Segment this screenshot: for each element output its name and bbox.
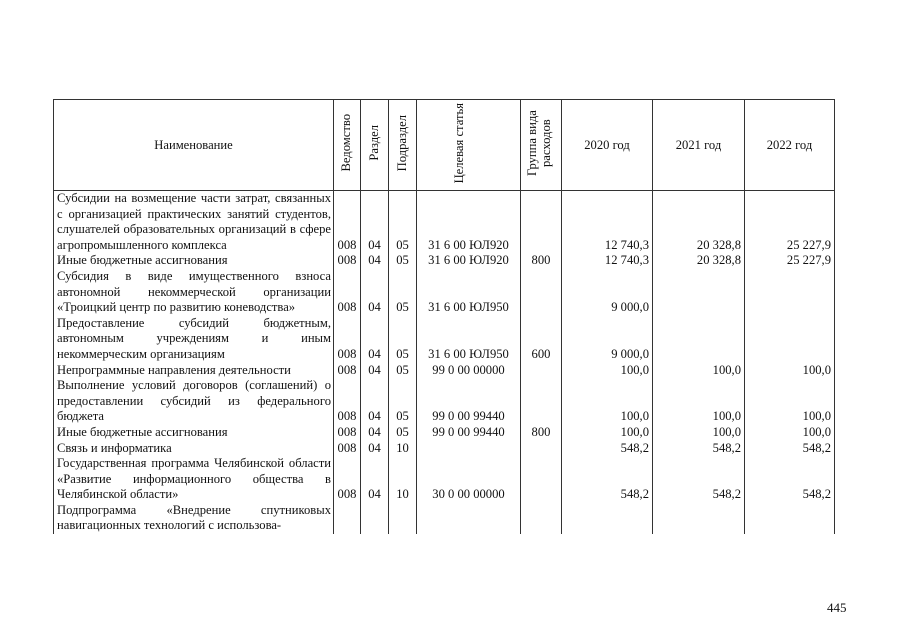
header-ministry: Ведомство xyxy=(334,100,361,191)
cell-target-article: 99 0 00 00000 xyxy=(417,363,521,379)
cell-ministry xyxy=(334,503,361,534)
cell-expense-group xyxy=(521,441,562,457)
header-2022: 2022 год xyxy=(745,100,835,191)
cell-name: Предоставление субсидий бюджетным, автономным учреждениям и иным некоммерческим организациям xyxy=(54,316,334,363)
cell-subsection: 05 xyxy=(389,378,417,425)
cell-subsection: 05 xyxy=(389,316,417,363)
cell-ministry: 008 xyxy=(334,269,361,316)
header-subsection: Подраздел xyxy=(389,100,417,191)
cell-target-article: 31 6 00 ЮЛ920 xyxy=(417,253,521,269)
cell-section xyxy=(361,503,389,534)
cell-2021: 100,0 xyxy=(653,425,745,441)
cell-2020: 12 740,3 xyxy=(562,253,653,269)
cell-2021 xyxy=(653,269,745,316)
cell-2022 xyxy=(745,503,835,534)
cell-ministry: 008 xyxy=(334,425,361,441)
cell-2021: 548,2 xyxy=(653,441,745,457)
cell-ministry: 008 xyxy=(334,253,361,269)
cell-expense-group xyxy=(521,378,562,425)
cell-2022 xyxy=(745,316,835,363)
cell-section: 04 xyxy=(361,378,389,425)
cell-ministry: 008 xyxy=(334,363,361,379)
cell-ministry: 008 xyxy=(334,441,361,457)
cell-2020: 100,0 xyxy=(562,378,653,425)
cell-2020 xyxy=(562,503,653,534)
cell-2022: 548,2 xyxy=(745,456,835,503)
cell-target-article xyxy=(417,503,521,534)
cell-2020: 9 000,0 xyxy=(562,316,653,363)
cell-ministry: 008 xyxy=(334,316,361,363)
cell-ministry: 008 xyxy=(334,191,361,254)
cell-name: Связь и информатика xyxy=(54,441,334,457)
cell-subsection: 05 xyxy=(389,425,417,441)
cell-target-article: 31 6 00 ЮЛ950 xyxy=(417,316,521,363)
cell-target-article: 99 0 00 99440 xyxy=(417,425,521,441)
header-target-article: Целевая статья xyxy=(417,100,521,191)
cell-subsection: 05 xyxy=(389,191,417,254)
table-row xyxy=(54,441,835,457)
cell-subsection xyxy=(389,503,417,534)
cell-expense-group: 600 xyxy=(521,316,562,363)
header-expense-group: Группа вида расходов xyxy=(521,100,562,191)
table-body xyxy=(54,191,835,535)
cell-2022: 100,0 xyxy=(745,363,835,379)
header-name: Наименование xyxy=(54,100,334,191)
cell-expense-group: 800 xyxy=(521,253,562,269)
cell-2022: 100,0 xyxy=(745,425,835,441)
cell-expense-group xyxy=(521,191,562,254)
cell-name: Непрограммные направления деятельности xyxy=(54,363,334,379)
cell-target-article: 99 0 00 99440 xyxy=(417,378,521,425)
header-section: Раздел xyxy=(361,100,389,191)
cell-2020: 100,0 xyxy=(562,363,653,379)
budget-table xyxy=(53,99,835,534)
header-row xyxy=(54,100,835,191)
cell-section: 04 xyxy=(361,441,389,457)
header-2020: 2020 год xyxy=(562,100,653,191)
cell-name: Иные бюджетные ассигнования xyxy=(54,425,334,441)
table-row xyxy=(54,269,835,316)
table-row xyxy=(54,503,835,534)
page-number: 445 xyxy=(827,600,847,615)
cell-ministry: 008 xyxy=(334,456,361,503)
cell-section: 04 xyxy=(361,425,389,441)
cell-2020: 12 740,3 xyxy=(562,191,653,254)
cell-section: 04 xyxy=(361,456,389,503)
cell-target-article: 30 0 00 00000 xyxy=(417,456,521,503)
cell-subsection: 05 xyxy=(389,253,417,269)
cell-name: Государственная программа Челябинской области «Развитие информационного общества в Челябинской области» xyxy=(54,456,334,503)
cell-2022: 100,0 xyxy=(745,378,835,425)
cell-section: 04 xyxy=(361,316,389,363)
cell-2022: 548,2 xyxy=(745,441,835,457)
cell-expense-group xyxy=(521,503,562,534)
cell-section: 04 xyxy=(361,269,389,316)
cell-section: 04 xyxy=(361,363,389,379)
cell-name: Подпрограмма «Внедрение спутниковых навигационных технологий с использова- xyxy=(54,503,334,534)
cell-name: Иные бюджетные ассигнования xyxy=(54,253,334,269)
cell-expense-group: 800 xyxy=(521,425,562,441)
cell-expense-group xyxy=(521,456,562,503)
cell-expense-group xyxy=(521,269,562,316)
header-2021: 2021 год xyxy=(653,100,745,191)
cell-2021: 548,2 xyxy=(653,456,745,503)
cell-name: Выполнение условий договоров (соглашений) о предоставлении субсидий из федерального бюджета xyxy=(54,378,334,425)
cell-subsection: 05 xyxy=(389,363,417,379)
cell-section: 04 xyxy=(361,253,389,269)
cell-2021: 100,0 xyxy=(653,363,745,379)
cell-2020: 100,0 xyxy=(562,425,653,441)
cell-target-article: 31 6 00 ЮЛ950 xyxy=(417,269,521,316)
table-row xyxy=(54,191,835,254)
cell-2021: 20 328,8 xyxy=(653,191,745,254)
cell-name: Субсидии на возмещение части затрат, связанных с организацией практических занятий студентов, слушателей образовательных организаций в сфере агропромышленного комплекса xyxy=(54,191,334,254)
cell-2020: 548,2 xyxy=(562,456,653,503)
table-row xyxy=(54,363,835,379)
table-row xyxy=(54,316,835,363)
cell-ministry: 008 xyxy=(334,378,361,425)
cell-2022 xyxy=(745,269,835,316)
cell-2022: 25 227,9 xyxy=(745,253,835,269)
cell-target-article: 31 6 00 ЮЛ920 xyxy=(417,191,521,254)
table-row xyxy=(54,253,835,269)
table-row xyxy=(54,456,835,503)
cell-subsection: 05 xyxy=(389,269,417,316)
table-row xyxy=(54,378,835,425)
cell-name: Субсидия в виде имущественного взноса автономной некоммерческой организации «Троицкий центр по развитию коневодства» xyxy=(54,269,334,316)
cell-2020: 548,2 xyxy=(562,441,653,457)
cell-target-article xyxy=(417,441,521,457)
cell-expense-group xyxy=(521,363,562,379)
cell-2020: 9 000,0 xyxy=(562,269,653,316)
cell-2021 xyxy=(653,503,745,534)
cell-2021: 100,0 xyxy=(653,378,745,425)
cell-subsection: 10 xyxy=(389,456,417,503)
cell-2022: 25 227,9 xyxy=(745,191,835,254)
cell-2021: 20 328,8 xyxy=(653,253,745,269)
table-row xyxy=(54,425,835,441)
cell-2021 xyxy=(653,316,745,363)
cell-section: 04 xyxy=(361,191,389,254)
cell-subsection: 10 xyxy=(389,441,417,457)
